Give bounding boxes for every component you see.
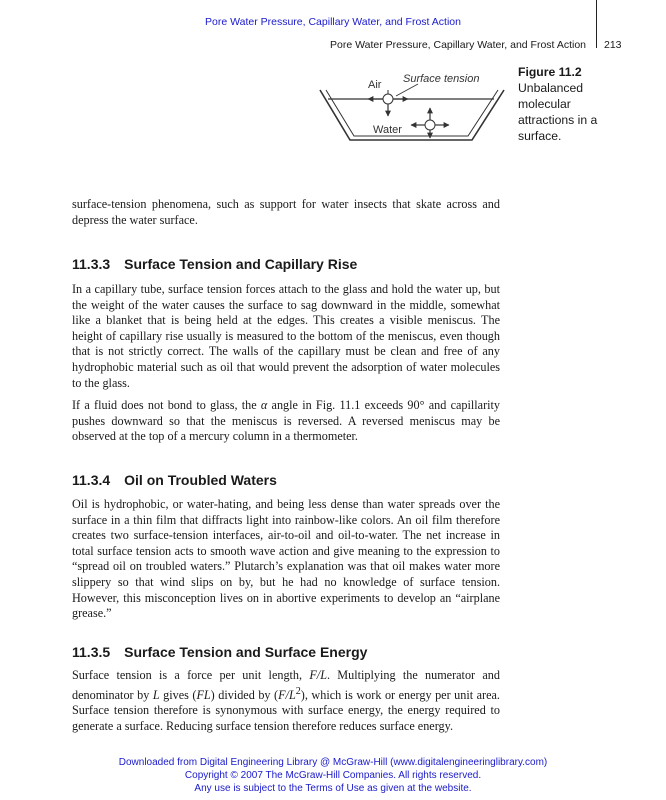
container-inner: [326, 90, 498, 136]
footer: [0, 756, 666, 795]
footer-download-line[interactable]: Downloaded from Digital Engineering Library @ McGraw-Hill (www.digitalengineeringlibrary.com): [118, 757, 548, 768]
paragraph-reversed-meniscus: If a fluid does not bond to glass, the α angle in Fig. 11.1 exceeds 90° and capillarity pushes downward so that the meniscus is reversed. A reversed meniscus may be observed at the top of a mercury column in a thermometer.: [72, 398, 500, 444]
section-number: 11.3.5: [72, 644, 111, 660]
container-outline: [320, 90, 504, 140]
section-number: 11.3.3: [72, 256, 111, 272]
running-head: Pore Water Pressure, Capillary Water, and Frost Action: [330, 39, 586, 51]
section-number: 11.3.4: [72, 472, 111, 488]
footer-terms-line[interactable]: Any use is subject to the Terms of Use as given at the website.: [194, 783, 472, 794]
footer-copyright-line: Copyright © 2007 The McGraw-Hill Companies. All rights reserved.: [184, 770, 482, 781]
surface-tension-label: Surface tension: [403, 73, 480, 85]
alpha-symbol: α: [260, 398, 268, 412]
header-rule: [596, 0, 597, 48]
figure-11-2: [318, 66, 506, 166]
section-title: Oil on Troubled Waters: [124, 472, 277, 488]
surface-tension-leader: [396, 84, 418, 96]
surface-molecule: [383, 94, 393, 104]
page-number: 213: [604, 39, 622, 51]
paragraph-intro: surface-tension phenomena, such as support for water insects that skate across and depress the water surface.: [72, 197, 500, 227]
paragraph-capillary-rise: In a capillary tube, surface tension forces attach to the glass and hold the water up, but the weight of the water causes the surface to sag downward in the middle, somewhat like a blanket that is being held at the edges. This creates a visible meniscus. The height of capillary rise usually is measured to the bottom of the meniscus, even though that is not strictly correct. The walls of the capillary must be clean and free of any hydrophobic material such as oil that would prevent the adsorption of water molecules to the glass.: [72, 282, 500, 390]
paragraph-surface-energy: Surface tension is a force per unit length, F/L. Multiplying the numerator and denominator by L gives (FL) divided by $(F/L^2)$, which is work or energy per unit area. Surface tension therefore is synonymous with surface energy, the energy required to generate a surface. Reducing surface tension therefore reduces surface energy.: [72, 668, 500, 733]
figure-caption-label: Figure 11.2: [518, 65, 582, 79]
section-title: Surface Tension and Capillary Rise: [124, 256, 358, 272]
paragraph-oil-troubled-waters: Oil is hydrophobic, or water-hating, and being less dense than water spreads over the surface in a thin film that diffracts light into rainbow-like colors. An oil film therefore creates two surface-tension interfaces, air-to-oil and oil-to-water. The net increase in total surface tension acts to smooth wave action and give meaning to the expression to “spread oil on troubled waters.” Plutarch’s explanation was that oil makes water more slippery so that wind slips on by, but he had no knowledge of surface tension. However, this misconception lives on in abortive experiments to develop an “airplane grease.”: [72, 497, 500, 621]
interior-molecule: [425, 120, 435, 130]
figure-caption: [518, 64, 608, 144]
figure-caption-text: Unbalanced molecular attractions in a surface.: [518, 81, 598, 143]
section-heading-11-3-5: [72, 644, 367, 660]
section-heading-11-3-4: [72, 472, 277, 488]
surface-tension-diagram: [318, 66, 506, 166]
section-heading-11-3-3: [72, 256, 357, 272]
air-label: Air: [368, 79, 382, 91]
top-title: Pore Water Pressure, Capillary Water, and Frost Action: [205, 16, 461, 28]
water-label: Water: [373, 124, 402, 136]
section-title: Surface Tension and Surface Energy: [124, 644, 368, 660]
